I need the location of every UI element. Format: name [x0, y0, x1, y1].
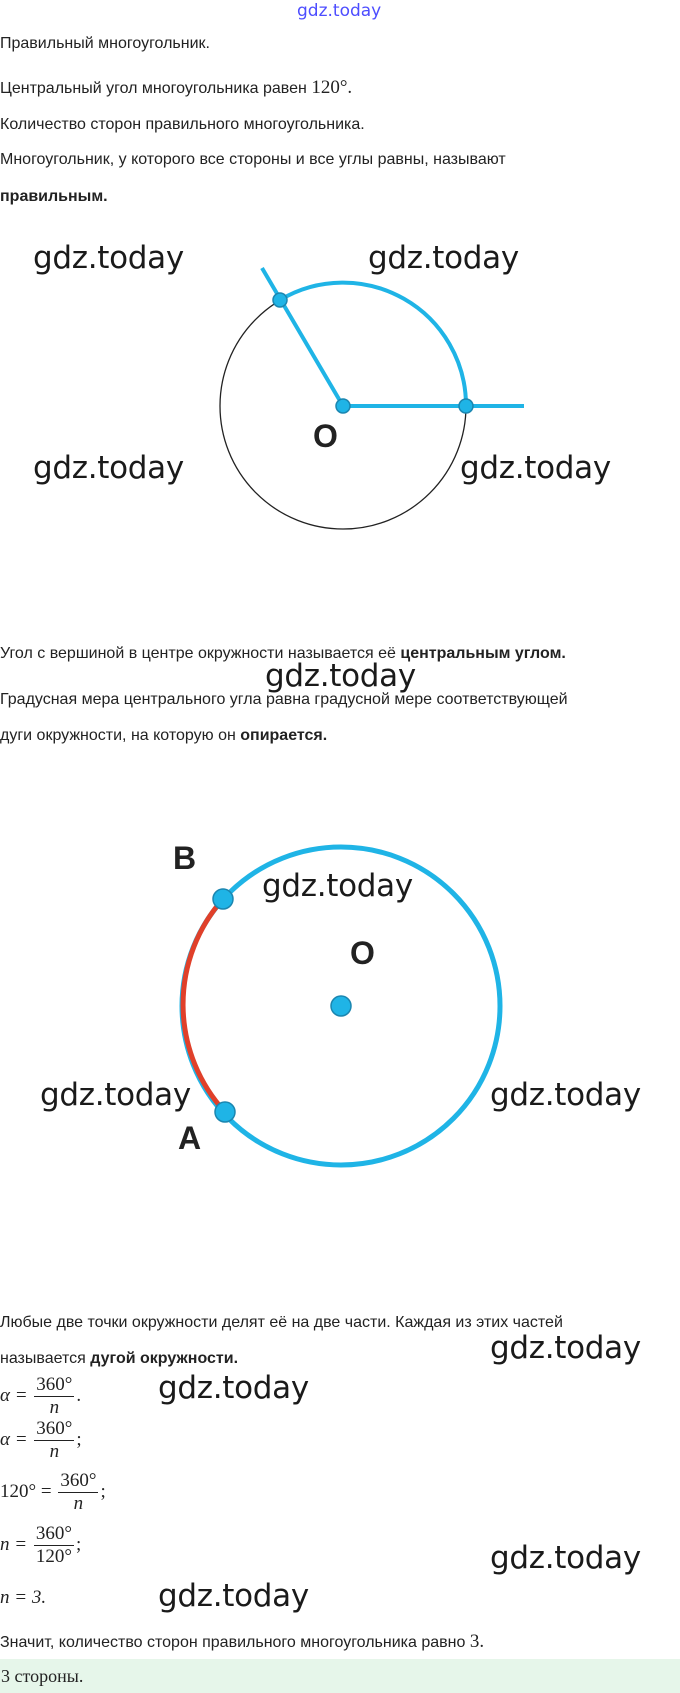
site-link[interactable]: gdz.today — [297, 1, 382, 21]
eq4-end: ; — [75, 1533, 82, 1555]
watermark: gdz.today — [265, 658, 416, 694]
eq2-numerator: 360° — [36, 1418, 73, 1439]
definition-2-text: называется — [0, 1350, 91, 1367]
eq2-fraction — [34, 1418, 74, 1463]
definition-1-text: Угол с вершиной в центре окружности называется её — [0, 645, 401, 662]
eq4-numerator: 360° — [35, 1523, 72, 1544]
eq3-end: ; — [100, 1480, 106, 1502]
definition-1-term: центральным углом. — [400, 645, 566, 662]
watermark: gdz.today — [158, 1578, 309, 1614]
definition-1-text-2: дуги окружности, на которую он — [0, 727, 241, 744]
watermark: gdz.today — [490, 1330, 641, 1366]
equation-3 — [0, 1470, 106, 1515]
answer-text: 3 стороны. — [1, 1666, 84, 1686]
definition-1-term-2: опирается. — [240, 727, 328, 744]
eq3-numerator: 360° — [60, 1470, 97, 1491]
eq1-denominator: n — [49, 1397, 60, 1418]
arc-point-1 — [273, 293, 287, 307]
watermark: gdz.today — [490, 1540, 641, 1576]
definition-1-line-3 — [0, 726, 327, 746]
eq1-numerator: 360° — [36, 1374, 73, 1395]
watermark: gdz.today — [368, 240, 519, 276]
eq2-end: ; — [76, 1428, 82, 1450]
eq2-denominator: n — [49, 1441, 60, 1462]
label-o: O — [350, 935, 375, 971]
intro-line-4: Многоугольник, у которого все стороны и все углы равны, называют — [0, 151, 506, 168]
equation-4 — [0, 1523, 81, 1568]
arc-point-2 — [459, 399, 473, 413]
watermark: gdz.today — [40, 1077, 191, 1113]
watermark: gdz.today — [33, 450, 184, 486]
equation-2 — [0, 1418, 82, 1463]
definition-2-line-2 — [0, 1349, 238, 1369]
label-a: A — [178, 1120, 202, 1156]
eq3-lhs: 120° = — [0, 1480, 52, 1502]
watermark: gdz.today — [158, 1370, 309, 1406]
point-a — [215, 1102, 235, 1122]
point-b — [213, 889, 233, 909]
definition-2-term: дугой окружности. — [90, 1350, 239, 1367]
equation-5: n = 3. — [0, 1587, 47, 1608]
central-angle-value: 120°. — [311, 77, 353, 98]
watermark: gdz.today — [33, 240, 184, 276]
label-b: B — [173, 840, 197, 876]
center-point — [336, 399, 350, 413]
eq1-end: . — [76, 1384, 82, 1406]
intro-line-1: Правильный многоугольник. — [0, 35, 210, 52]
eq3-fraction — [58, 1470, 98, 1515]
intro-line-3: Количество сторон правильного многоугольника. — [0, 116, 365, 133]
conclusion — [0, 1632, 484, 1653]
eq1-lhs: α = — [0, 1384, 28, 1406]
answer-box — [0, 1659, 680, 1693]
definition-1-line-2: Градусная мера центрального угла равна градусной мере соответствующей — [0, 691, 568, 708]
eq3-denominator: n — [73, 1493, 84, 1514]
eq4-fraction — [34, 1523, 74, 1568]
arc-diagram — [0, 800, 680, 1200]
eq4-denominator: 120° — [35, 1546, 72, 1567]
watermark: gdz.today — [460, 450, 611, 486]
eq1-fraction — [34, 1374, 74, 1419]
conclusion-text: Значит, количество сторон правильного многоугольника равно — [0, 1634, 470, 1651]
definition-2-line-1: Любые две точки окружности делят её на две части. Каждая из этих частей — [0, 1314, 563, 1331]
intro-line-5: правильным. — [0, 188, 108, 205]
watermark: gdz.today — [490, 1077, 641, 1113]
watermark: gdz.today — [262, 868, 413, 904]
conclusion-value: 3. — [469, 1631, 485, 1652]
center-point-o — [331, 996, 351, 1016]
eq4-lhs: n = — [0, 1533, 28, 1555]
eq2-lhs: α = — [0, 1428, 28, 1450]
central-angle-diagram — [0, 0, 680, 560]
equation-1 — [0, 1374, 81, 1419]
center-label-o: O — [313, 418, 338, 454]
central-angle-text: Центральный угол многоугольника равен — [0, 80, 312, 97]
